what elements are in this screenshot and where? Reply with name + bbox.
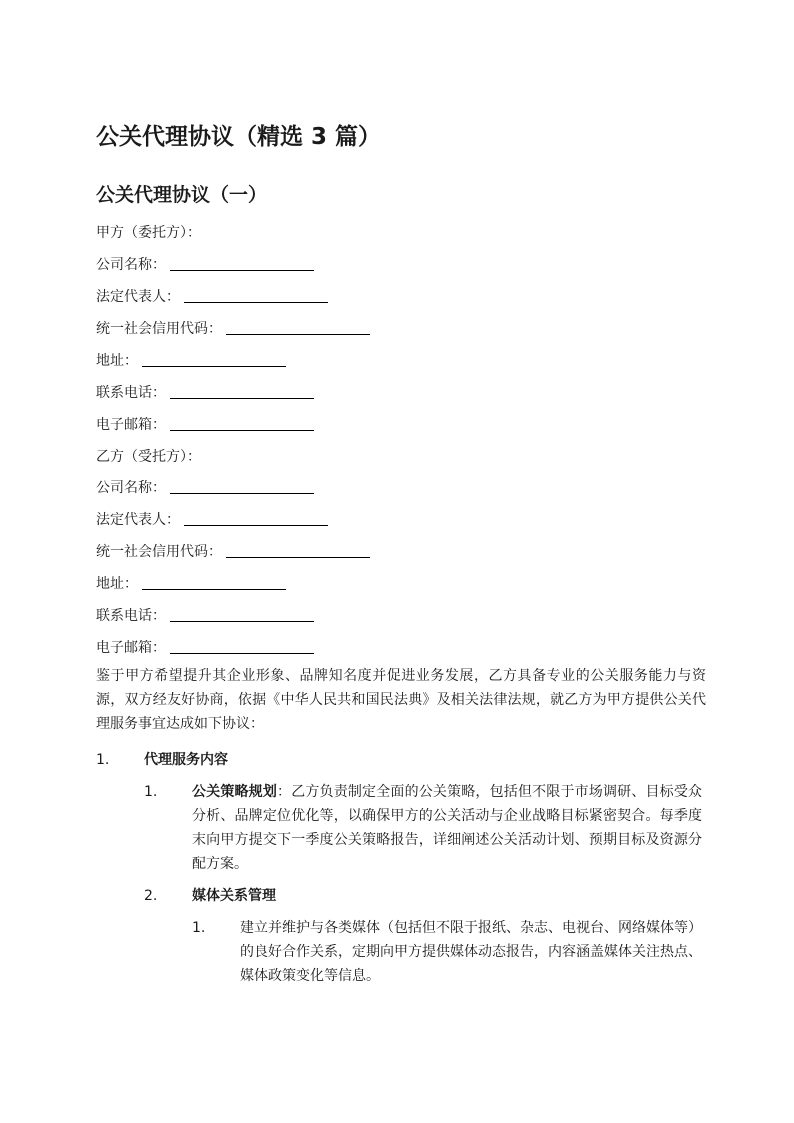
clause-number: 1. bbox=[96, 752, 110, 768]
clause-title: 代理服务内容 bbox=[144, 752, 228, 768]
party-a-company-name-field bbox=[96, 255, 314, 275]
fill-in-blank bbox=[170, 256, 314, 271]
fill-in-blank bbox=[170, 479, 314, 494]
field-label: 公司名称： bbox=[96, 257, 166, 273]
item-title: 媒体关系管理 bbox=[192, 888, 276, 904]
item-number: 1. bbox=[144, 784, 158, 800]
fill-in-blank bbox=[170, 639, 314, 654]
party-b-company-name-field bbox=[96, 478, 314, 498]
item-text: ：乙方负责制定全面的公关策略，包括但不限于市场调研、目标受众分析、品牌定位优化等，以确保甲方的公关活动与企业战略目标紧密契合。每季度末向甲方提交下一季度公关策略报告，详细阐述公关活动计划、预期目标及资源分配方案。 bbox=[192, 784, 703, 872]
intro-paragraph: 鉴于甲方希望提升其企业形象、品牌知名度并促进业务发展，乙方具备专业的公关服务能力与资源，双方经友好协商，依据《中华人民共和国民法典》及相关法律法规，就乙方为甲方提供公关代理服务事宜达成如下协议： bbox=[96, 668, 706, 732]
sub-item-paragraph-media: 建立并维护与各类媒体（包括但不限于报纸、杂志、电视台、网络媒体等）的良好合作关系，定期向甲方提供媒体动态报告，内容涵盖媒体关注热点、媒体政策变化等信息。 bbox=[240, 920, 702, 984]
party-a-email-field bbox=[96, 415, 314, 435]
fill-in-blank bbox=[142, 352, 286, 367]
field-label: 公司名称： bbox=[96, 480, 166, 496]
party-b-legal-rep-field bbox=[96, 510, 328, 530]
party-b-email-field bbox=[96, 638, 314, 658]
fill-in-blank bbox=[226, 320, 370, 335]
item-number: 2. bbox=[144, 888, 158, 904]
field-label: 联系电话： bbox=[96, 385, 166, 401]
party-b-label: 乙方（受托方）： bbox=[96, 449, 201, 465]
fill-in-blank bbox=[170, 607, 314, 622]
sub-item-number: 1. bbox=[192, 920, 206, 936]
field-label: 统一社会信用代码： bbox=[96, 544, 222, 560]
party-a-address-field bbox=[96, 351, 286, 371]
field-label: 地址： bbox=[96, 353, 138, 369]
party-b-phone-field bbox=[96, 606, 314, 626]
fill-in-blank bbox=[184, 288, 328, 303]
field-label: 法定代表人： bbox=[96, 512, 180, 528]
party-b-address-field bbox=[96, 574, 286, 594]
section-heading: 公关代理协议（一） bbox=[96, 184, 268, 206]
field-label: 法定代表人： bbox=[96, 289, 180, 305]
item-paragraph-strategy bbox=[192, 780, 702, 876]
field-label: 统一社会信用代码： bbox=[96, 321, 222, 337]
party-a-legal-rep-field bbox=[96, 287, 328, 307]
fill-in-blank bbox=[184, 511, 328, 526]
item-title: 公关策略规划 bbox=[192, 784, 278, 800]
party-a-phone-field bbox=[96, 383, 314, 403]
field-label: 电子邮箱： bbox=[96, 417, 166, 433]
field-label: 电子邮箱： bbox=[96, 640, 166, 656]
fill-in-blank bbox=[170, 416, 314, 431]
party-a-label: 甲方（委托方）： bbox=[96, 225, 201, 241]
party-b-credit-code-field bbox=[96, 542, 370, 562]
document-title: 公关代理协议（精选 3 篇） bbox=[96, 124, 382, 150]
fill-in-blank bbox=[226, 543, 370, 558]
field-label: 联系电话： bbox=[96, 608, 166, 624]
party-a-credit-code-field bbox=[96, 319, 370, 339]
fill-in-blank bbox=[170, 384, 314, 399]
fill-in-blank bbox=[142, 575, 286, 590]
field-label: 地址： bbox=[96, 576, 138, 592]
